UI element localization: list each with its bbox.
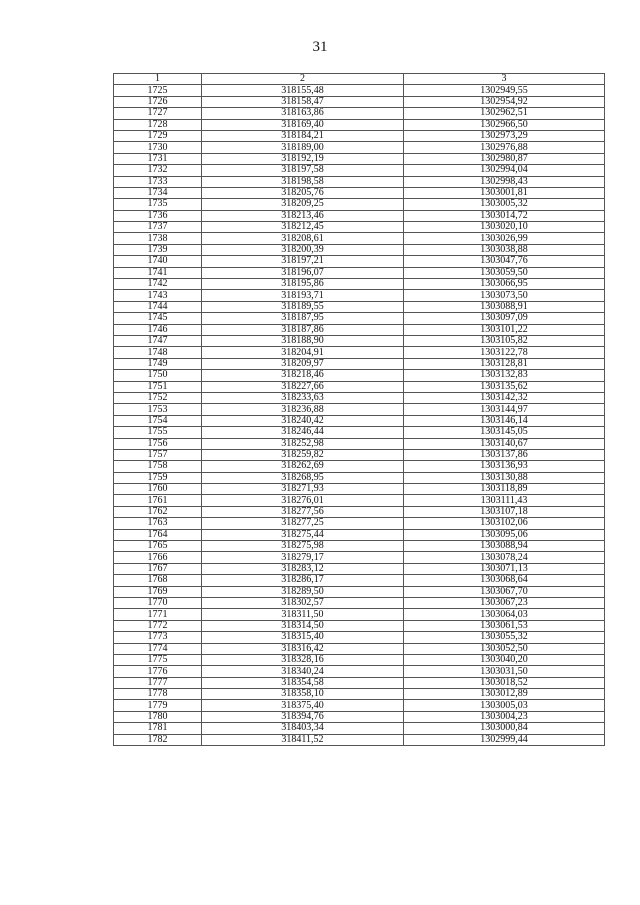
column-header: 2 xyxy=(202,74,404,85)
x-coordinate-cell: 318277,56 xyxy=(202,506,404,517)
x-coordinate-cell: 318192,19 xyxy=(202,153,404,164)
point-number-cell: 1757 xyxy=(114,449,202,460)
y-coordinate-cell: 1302966,50 xyxy=(404,119,605,130)
x-coordinate-cell: 318259,82 xyxy=(202,449,404,460)
x-coordinate-cell: 318354,58 xyxy=(202,677,404,688)
x-coordinate-cell: 318340,24 xyxy=(202,666,404,677)
table-row xyxy=(114,575,605,586)
point-number-cell: 1754 xyxy=(114,415,202,426)
y-coordinate-cell: 1303004,23 xyxy=(404,711,605,722)
table-row xyxy=(114,427,605,438)
x-coordinate-cell: 318213,46 xyxy=(202,210,404,221)
x-coordinate-cell: 318252,98 xyxy=(202,438,404,449)
point-number-cell: 1774 xyxy=(114,643,202,654)
y-coordinate-cell: 1303107,18 xyxy=(404,506,605,517)
x-coordinate-cell: 318227,66 xyxy=(202,381,404,392)
x-coordinate-cell: 318196,07 xyxy=(202,267,404,278)
y-coordinate-cell: 1303122,78 xyxy=(404,347,605,358)
x-coordinate-cell: 318193,71 xyxy=(202,290,404,301)
point-number-cell: 1732 xyxy=(114,165,202,176)
y-coordinate-cell: 1303026,99 xyxy=(404,233,605,244)
table-row xyxy=(114,187,605,198)
table-row xyxy=(114,461,605,472)
point-number-cell: 1728 xyxy=(114,119,202,130)
y-coordinate-cell: 1302954,92 xyxy=(404,96,605,107)
point-number-cell: 1759 xyxy=(114,472,202,483)
point-number-cell: 1748 xyxy=(114,347,202,358)
y-coordinate-cell: 1302949,55 xyxy=(404,85,605,96)
x-coordinate-cell: 318197,58 xyxy=(202,165,404,176)
point-number-cell: 1742 xyxy=(114,279,202,290)
y-coordinate-cell: 1303146,14 xyxy=(404,415,605,426)
table-row xyxy=(114,438,605,449)
table-row xyxy=(114,506,605,517)
x-coordinate-cell: 318279,17 xyxy=(202,552,404,563)
point-number-cell: 1725 xyxy=(114,85,202,96)
table-row xyxy=(114,518,605,529)
y-coordinate-cell: 1303144,97 xyxy=(404,404,605,415)
x-coordinate-cell: 318276,01 xyxy=(202,495,404,506)
y-coordinate-cell: 1303067,23 xyxy=(404,597,605,608)
point-number-cell: 1740 xyxy=(114,256,202,267)
table-row xyxy=(114,484,605,495)
y-coordinate-cell: 1303040,20 xyxy=(404,654,605,665)
coordinates-table xyxy=(113,73,605,746)
table-row xyxy=(114,495,605,506)
point-number-cell: 1763 xyxy=(114,518,202,529)
table-row xyxy=(114,449,605,460)
point-number-cell: 1760 xyxy=(114,484,202,495)
x-coordinate-cell: 318200,39 xyxy=(202,244,404,255)
point-number-cell: 1776 xyxy=(114,666,202,677)
y-coordinate-cell: 1303118,89 xyxy=(404,484,605,495)
point-number-cell: 1752 xyxy=(114,392,202,403)
table-row xyxy=(114,313,605,324)
point-number-cell: 1730 xyxy=(114,142,202,153)
point-number-cell: 1727 xyxy=(114,108,202,119)
point-number-cell: 1744 xyxy=(114,301,202,312)
point-number-cell: 1777 xyxy=(114,677,202,688)
table-row xyxy=(114,597,605,608)
x-coordinate-cell: 318187,95 xyxy=(202,313,404,324)
y-coordinate-cell: 1303000,84 xyxy=(404,723,605,734)
x-coordinate-cell: 318315,40 xyxy=(202,632,404,643)
y-coordinate-cell: 1303097,09 xyxy=(404,313,605,324)
table-row xyxy=(114,142,605,153)
point-number-cell: 1750 xyxy=(114,370,202,381)
point-number-cell: 1746 xyxy=(114,324,202,335)
point-number-cell: 1735 xyxy=(114,199,202,210)
point-number-cell: 1726 xyxy=(114,96,202,107)
y-coordinate-cell: 1302980,87 xyxy=(404,153,605,164)
point-number-cell: 1767 xyxy=(114,563,202,574)
table-row xyxy=(114,130,605,141)
table-row xyxy=(114,119,605,130)
x-coordinate-cell: 318375,40 xyxy=(202,700,404,711)
column-header: 3 xyxy=(404,74,605,85)
y-coordinate-cell: 1303105,82 xyxy=(404,335,605,346)
point-number-cell: 1739 xyxy=(114,244,202,255)
table-row xyxy=(114,301,605,312)
x-coordinate-cell: 318208,61 xyxy=(202,233,404,244)
point-number-cell: 1769 xyxy=(114,586,202,597)
y-coordinate-cell: 1303130,88 xyxy=(404,472,605,483)
column-header: 1 xyxy=(114,74,202,85)
table-body xyxy=(114,85,605,746)
table-row xyxy=(114,233,605,244)
table-row xyxy=(114,290,605,301)
table-row xyxy=(114,165,605,176)
x-coordinate-cell: 318268,95 xyxy=(202,472,404,483)
y-coordinate-cell: 1303140,67 xyxy=(404,438,605,449)
y-coordinate-cell: 1303078,24 xyxy=(404,552,605,563)
table-row xyxy=(114,723,605,734)
table-row xyxy=(114,381,605,392)
point-number-cell: 1771 xyxy=(114,609,202,620)
table-row xyxy=(114,541,605,552)
table-row xyxy=(114,199,605,210)
x-coordinate-cell: 318188,90 xyxy=(202,335,404,346)
x-coordinate-cell: 318283,12 xyxy=(202,563,404,574)
point-number-cell: 1755 xyxy=(114,427,202,438)
x-coordinate-cell: 318240,42 xyxy=(202,415,404,426)
point-number-cell: 1762 xyxy=(114,506,202,517)
table-row xyxy=(114,210,605,221)
table-row xyxy=(114,324,605,335)
y-coordinate-cell: 1302998,43 xyxy=(404,176,605,187)
y-coordinate-cell: 1303088,91 xyxy=(404,301,605,312)
table-row xyxy=(114,404,605,415)
table-row xyxy=(114,632,605,643)
page-number: 31 xyxy=(312,39,328,55)
point-number-cell: 1734 xyxy=(114,187,202,198)
table-row xyxy=(114,267,605,278)
x-coordinate-cell: 318316,42 xyxy=(202,643,404,654)
x-coordinate-cell: 318212,45 xyxy=(202,222,404,233)
y-coordinate-cell: 1303145,05 xyxy=(404,427,605,438)
table-row xyxy=(114,256,605,267)
y-coordinate-cell: 1303136,93 xyxy=(404,461,605,472)
table-row xyxy=(114,347,605,358)
point-number-cell: 1764 xyxy=(114,529,202,540)
table-row xyxy=(114,563,605,574)
y-coordinate-cell: 1303068,64 xyxy=(404,575,605,586)
table-row xyxy=(114,609,605,620)
y-coordinate-cell: 1302994,04 xyxy=(404,165,605,176)
x-coordinate-cell: 318158,47 xyxy=(202,96,404,107)
x-coordinate-cell: 318189,55 xyxy=(202,301,404,312)
x-coordinate-cell: 318163,86 xyxy=(202,108,404,119)
table-row xyxy=(114,335,605,346)
table-row xyxy=(114,734,605,745)
point-number-cell: 1761 xyxy=(114,495,202,506)
y-coordinate-cell: 1303005,32 xyxy=(404,199,605,210)
y-coordinate-cell: 1303064,03 xyxy=(404,609,605,620)
point-number-cell: 1749 xyxy=(114,358,202,369)
table-row xyxy=(114,358,605,369)
table-row xyxy=(114,153,605,164)
table-row xyxy=(114,222,605,233)
table-row xyxy=(114,244,605,255)
table-row xyxy=(114,96,605,107)
point-number-cell: 1765 xyxy=(114,541,202,552)
x-coordinate-cell: 318358,10 xyxy=(202,689,404,700)
point-number-cell: 1758 xyxy=(114,461,202,472)
x-coordinate-cell: 318328,16 xyxy=(202,654,404,665)
y-coordinate-cell: 1302973,29 xyxy=(404,130,605,141)
x-coordinate-cell: 318394,76 xyxy=(202,711,404,722)
point-number-cell: 1766 xyxy=(114,552,202,563)
x-coordinate-cell: 318403,34 xyxy=(202,723,404,734)
y-coordinate-cell: 1303137,86 xyxy=(404,449,605,460)
x-coordinate-cell: 318169,40 xyxy=(202,119,404,130)
y-coordinate-cell: 1303066,95 xyxy=(404,279,605,290)
point-number-cell: 1782 xyxy=(114,734,202,745)
y-coordinate-cell: 1303073,50 xyxy=(404,290,605,301)
x-coordinate-cell: 318155,48 xyxy=(202,85,404,96)
y-coordinate-cell: 1303020,10 xyxy=(404,222,605,233)
table-row xyxy=(114,586,605,597)
y-coordinate-cell: 1303059,50 xyxy=(404,267,605,278)
y-coordinate-cell: 1302976,88 xyxy=(404,142,605,153)
table-row xyxy=(114,529,605,540)
point-number-cell: 1737 xyxy=(114,222,202,233)
x-coordinate-cell: 318198,58 xyxy=(202,176,404,187)
x-coordinate-cell: 318262,69 xyxy=(202,461,404,472)
point-number-cell: 1738 xyxy=(114,233,202,244)
table-row xyxy=(114,472,605,483)
point-number-cell: 1775 xyxy=(114,654,202,665)
y-coordinate-cell: 1303102,06 xyxy=(404,518,605,529)
table-row xyxy=(114,689,605,700)
y-coordinate-cell: 1303012,89 xyxy=(404,689,605,700)
y-coordinate-cell: 1303132,83 xyxy=(404,370,605,381)
y-coordinate-cell: 1303128,81 xyxy=(404,358,605,369)
table-row xyxy=(114,415,605,426)
x-coordinate-cell: 318286,17 xyxy=(202,575,404,586)
table-row xyxy=(114,370,605,381)
x-coordinate-cell: 318275,98 xyxy=(202,541,404,552)
y-coordinate-cell: 1303135,62 xyxy=(404,381,605,392)
y-coordinate-cell: 1303111,43 xyxy=(404,495,605,506)
y-coordinate-cell: 1303014,72 xyxy=(404,210,605,221)
point-number-cell: 1770 xyxy=(114,597,202,608)
x-coordinate-cell: 318311,50 xyxy=(202,609,404,620)
table-row xyxy=(114,654,605,665)
table-row xyxy=(114,677,605,688)
y-coordinate-cell: 1303088,94 xyxy=(404,541,605,552)
point-number-cell: 1756 xyxy=(114,438,202,449)
x-coordinate-cell: 318277,25 xyxy=(202,518,404,529)
y-coordinate-cell: 1303047,76 xyxy=(404,256,605,267)
table-row xyxy=(114,85,605,96)
x-coordinate-cell: 318233,63 xyxy=(202,392,404,403)
table-row xyxy=(114,392,605,403)
x-coordinate-cell: 318314,50 xyxy=(202,620,404,631)
y-coordinate-cell: 1302999,44 xyxy=(404,734,605,745)
x-coordinate-cell: 318195,86 xyxy=(202,279,404,290)
y-coordinate-cell: 1303101,22 xyxy=(404,324,605,335)
y-coordinate-cell: 1303001,81 xyxy=(404,187,605,198)
point-number-cell: 1741 xyxy=(114,267,202,278)
x-coordinate-cell: 318184,21 xyxy=(202,130,404,141)
y-coordinate-cell: 1302962,51 xyxy=(404,108,605,119)
y-coordinate-cell: 1303071,13 xyxy=(404,563,605,574)
x-coordinate-cell: 318187,86 xyxy=(202,324,404,335)
point-number-cell: 1747 xyxy=(114,335,202,346)
y-coordinate-cell: 1303018,52 xyxy=(404,677,605,688)
x-coordinate-cell: 318411,52 xyxy=(202,734,404,745)
table-row xyxy=(114,666,605,677)
table-row xyxy=(114,711,605,722)
x-coordinate-cell: 318302,57 xyxy=(202,597,404,608)
x-coordinate-cell: 318271,93 xyxy=(202,484,404,495)
table-row xyxy=(114,552,605,563)
y-coordinate-cell: 1303095,06 xyxy=(404,529,605,540)
x-coordinate-cell: 318236,88 xyxy=(202,404,404,415)
x-coordinate-cell: 318289,50 xyxy=(202,586,404,597)
table-row xyxy=(114,700,605,711)
point-number-cell: 1731 xyxy=(114,153,202,164)
point-number-cell: 1781 xyxy=(114,723,202,734)
x-coordinate-cell: 318204,91 xyxy=(202,347,404,358)
x-coordinate-cell: 318246,44 xyxy=(202,427,404,438)
y-coordinate-cell: 1303052,50 xyxy=(404,643,605,654)
point-number-cell: 1773 xyxy=(114,632,202,643)
point-number-cell: 1736 xyxy=(114,210,202,221)
table-row xyxy=(114,279,605,290)
table-header-row xyxy=(114,74,605,85)
point-number-cell: 1751 xyxy=(114,381,202,392)
point-number-cell: 1772 xyxy=(114,620,202,631)
x-coordinate-cell: 318209,25 xyxy=(202,199,404,210)
point-number-cell: 1743 xyxy=(114,290,202,301)
point-number-cell: 1753 xyxy=(114,404,202,415)
point-number-cell: 1729 xyxy=(114,130,202,141)
y-coordinate-cell: 1303142,32 xyxy=(404,392,605,403)
point-number-cell: 1745 xyxy=(114,313,202,324)
table-row xyxy=(114,108,605,119)
x-coordinate-cell: 318189,00 xyxy=(202,142,404,153)
y-coordinate-cell: 1303055,32 xyxy=(404,632,605,643)
y-coordinate-cell: 1303005,03 xyxy=(404,700,605,711)
x-coordinate-cell: 318218,46 xyxy=(202,370,404,381)
x-coordinate-cell: 318197,21 xyxy=(202,256,404,267)
y-coordinate-cell: 1303038,88 xyxy=(404,244,605,255)
y-coordinate-cell: 1303067,70 xyxy=(404,586,605,597)
point-number-cell: 1733 xyxy=(114,176,202,187)
point-number-cell: 1779 xyxy=(114,700,202,711)
point-number-cell: 1780 xyxy=(114,711,202,722)
point-number-cell: 1768 xyxy=(114,575,202,586)
x-coordinate-cell: 318275,44 xyxy=(202,529,404,540)
table-row xyxy=(114,620,605,631)
point-number-cell: 1778 xyxy=(114,689,202,700)
table-row xyxy=(114,176,605,187)
y-coordinate-cell: 1303031,50 xyxy=(404,666,605,677)
y-coordinate-cell: 1303061,53 xyxy=(404,620,605,631)
table-row xyxy=(114,643,605,654)
x-coordinate-cell: 318205,76 xyxy=(202,187,404,198)
x-coordinate-cell: 318209,97 xyxy=(202,358,404,369)
